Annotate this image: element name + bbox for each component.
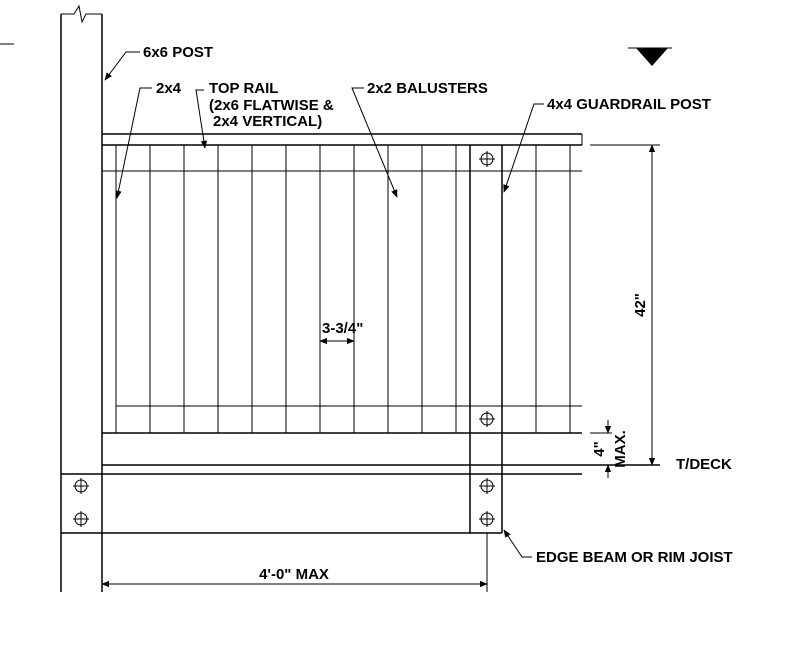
baluster [320, 145, 354, 433]
bolt-icon [479, 411, 495, 427]
baluster [184, 145, 218, 433]
height-dimension [590, 145, 660, 465]
baluster [252, 145, 286, 433]
bolt-icon [73, 478, 89, 494]
baluster [218, 145, 252, 433]
gap-value-label: 4" [591, 441, 608, 457]
baluster [422, 145, 456, 433]
baluster [286, 145, 320, 433]
rail-2x4-label: 2x4 [156, 80, 182, 97]
bolt-icon [479, 151, 495, 167]
deck-level-label: T/DECK [676, 456, 732, 473]
elevation-marker-icon [636, 48, 668, 66]
guardrail-post-label: 4x4 GUARDRAIL POST [547, 96, 711, 113]
post-6x6 [61, 6, 102, 592]
bottom-rail [102, 406, 582, 433]
bolt-icon [73, 511, 89, 527]
width-label: 4'-0" MAX [259, 566, 329, 583]
top-rail [102, 134, 582, 171]
baluster [354, 145, 388, 433]
break-line [61, 6, 102, 22]
top-rail-label: TOP RAIL [209, 80, 279, 97]
baluster [536, 145, 570, 433]
gap-max-label: MAX. [612, 430, 629, 468]
post-6x6-label: 6x6 POST [143, 44, 214, 61]
bolt-icon [479, 511, 495, 527]
spacing-label: 3-3/4" [322, 320, 364, 337]
top-rail-label-line3: 2x4 VERTICAL) [213, 113, 323, 130]
baluster [456, 145, 470, 433]
guardrail-post-4x4 [470, 145, 502, 533]
top-rail-label-line2: (2x6 FLATWISE & [209, 97, 334, 114]
leader-lines [105, 52, 544, 557]
height-label: 42" [632, 293, 649, 317]
baluster [150, 145, 184, 433]
baluster [502, 145, 536, 433]
balusters-label: 2x2 BALUSTERS [367, 80, 488, 97]
baluster [116, 145, 150, 433]
deck-and-edge-beam [61, 465, 660, 533]
edge-beam-label: EDGE BEAM OR RIM JOIST [536, 549, 733, 566]
width-dimension [102, 533, 487, 592]
bolt-icon [479, 478, 495, 494]
